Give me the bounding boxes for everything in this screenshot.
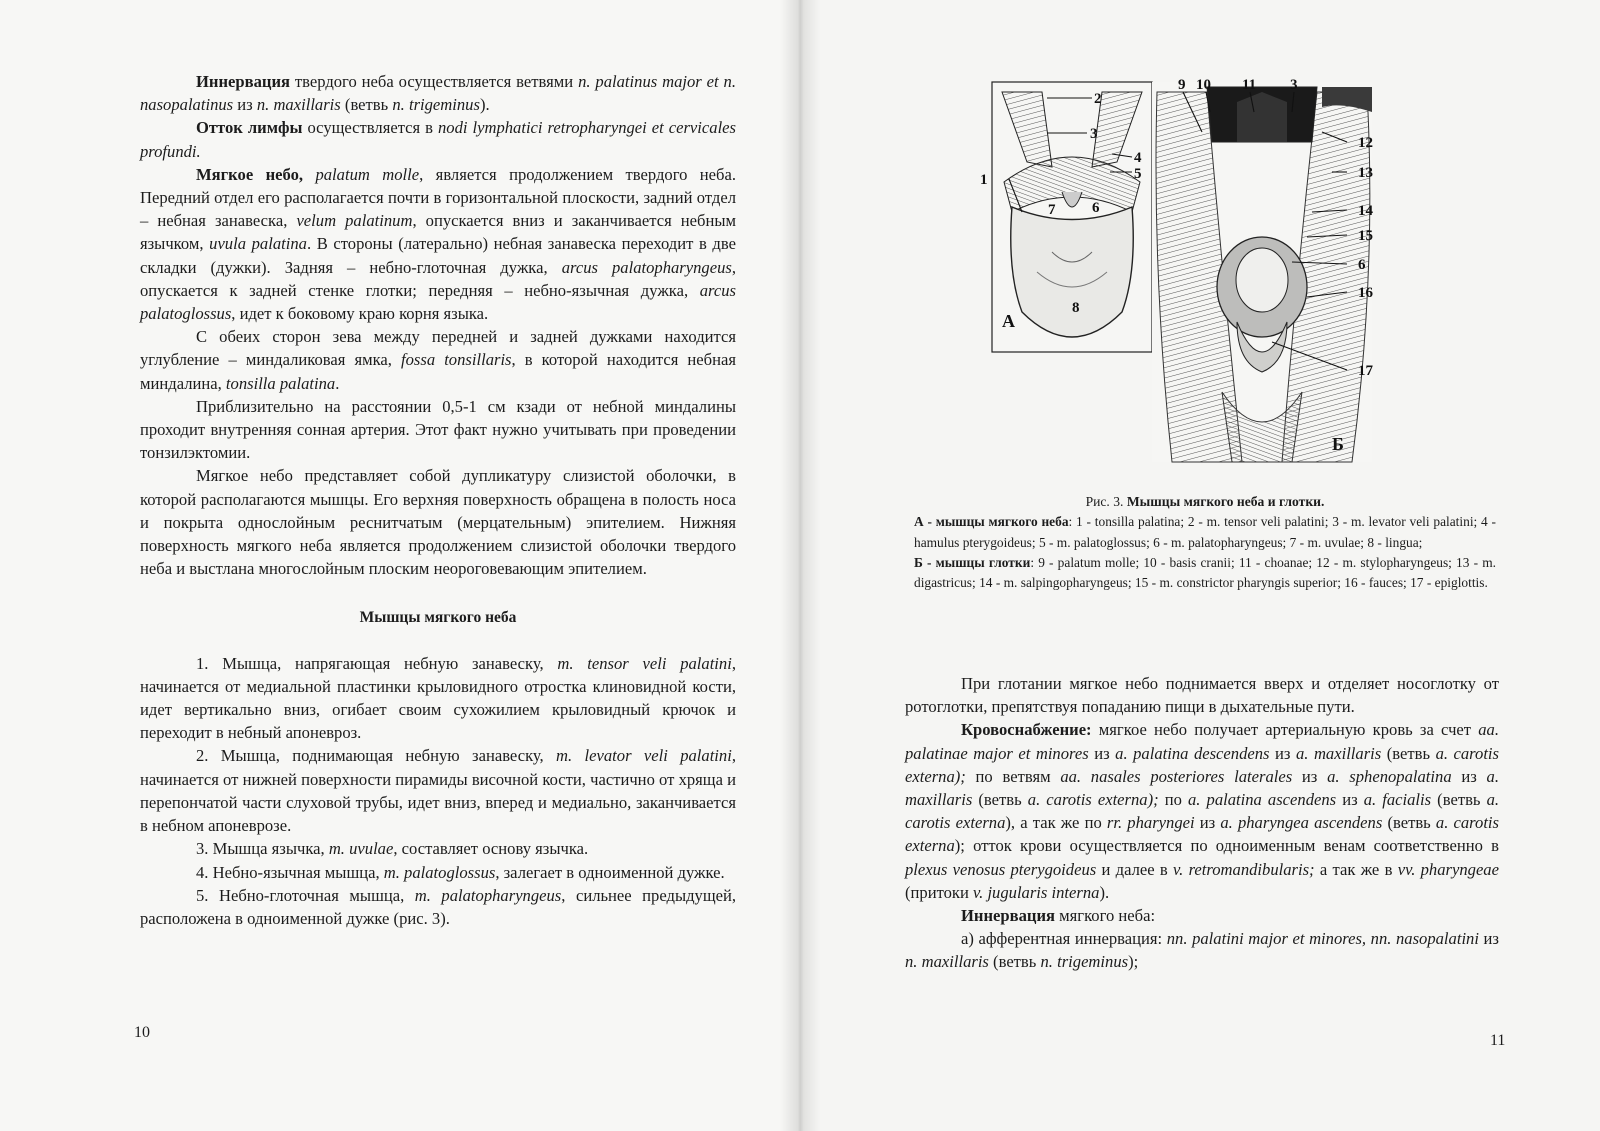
fig-label-5: 5 (1134, 166, 1142, 182)
paragraph-swallowing: При глотании мягкое небо поднимается вверх и отделяет носоглотку от ротоглотки, препятствуя попаданию пищи в дыхательные пути. (905, 674, 1499, 717)
paragraph-soft-palate-structure: Мягкое небо представляет собой дупликатуру слизистой оболочки, в которой располагаются мышцы. Его верхняя поверхность обращена в полость носа и покрыта однослойным реснитчатым (мерцательным) эпителием. Нижняя поверхность мягкого неба является продолжением слизистой оболочки твердого неба и выстлана многослойным плоским неороговевающим эпителием. (140, 466, 736, 579)
caption-panel-b: Б - мышцы глотки: 9 - palatum molle; 10 - basis cranii; 11 - choanae; 12 - m. stylopharyngeus; 13 - m. digastricus; 14 - m. salpingopharyngeus; 15 - m. constrictor pharyngis superior; 16 - fauces; 17 - epiglottis. (914, 554, 1496, 591)
figure-illustration (980, 72, 1432, 482)
page-number-left: 10 (134, 1024, 150, 1041)
paragraph-tonsil-fossa: С обеих сторон зева между передней и задней дужками находится углубление – миндаликовая ямка, fossa tonsillaris, в которой находится небная миндалина, tonsilla palatina. (140, 327, 736, 393)
muscle-item-4: 4. Небно-язычная мышца, m. palatoglossus, залегает в одноименной дужке. (196, 862, 725, 882)
page-number-right: 11 (1490, 1032, 1506, 1049)
paragraph-afferent-innervation: а) афферентная иннервация: nn. palatini major et minores, nn. nasopalatini из n. maxillaris (ветвь n. trigeminus); (905, 929, 1499, 972)
caption-title: Рис. 3. Мышцы мягкого неба и глотки. (1085, 494, 1325, 509)
fig-label-6b: 6 (1358, 257, 1366, 273)
muscle-item-2: 2. Мышца, поднимающая небную занавеску, m. levator veli palatini, начинается от нижней поверхности пирамиды височной кости, частично от хряща и перепончатой части слуховой трубы, идет вниз, вперед и медиально, заканчивается в небном апоневрозе. (140, 746, 736, 836)
fig-label-6a: 6 (1092, 200, 1100, 216)
fig-label-9: 9 (1178, 77, 1186, 93)
muscle-item-3: 3. Мышца язычка, m. uvulae, составляет основу язычка. (196, 839, 589, 859)
figure-caption (914, 492, 1496, 593)
paragraph-innervation-soft-palate: Иннервация мягкого неба: (961, 906, 1156, 926)
panel-a-label: А (1002, 311, 1015, 331)
paragraph-innervation-hard-palate: Иннервация твердого неба осуществляется ветвями n. palatinus major et n. nasopalatinus из n. maxillaris (ветвь n. trigeminus). (140, 72, 736, 115)
panel-b-label: Б (1332, 434, 1344, 454)
muscle-item-5: 5. Небно-глоточная мышца, m. palatopharyngeus, сильнее предыдущей, расположена в одноименной дужке (рис. 3). (140, 885, 737, 928)
section-heading: Мышцы мягкого неба (359, 609, 517, 627)
fig-label-16: 16 (1358, 285, 1373, 301)
fig-label-14: 14 (1358, 203, 1373, 219)
muscle-item-1: 1. Мышца, напрягающая небную занавеску, m. tensor veli palatini, начинается от медиальной пластинки крыловидного отростка клиновидной кости, идет вертикально вниз, огибает своим сухожилием крыловидный крючок и переходит в небный апоневроз. (140, 653, 736, 743)
fig-label-7: 7 (1048, 202, 1056, 218)
left-page-text (140, 70, 736, 930)
book-gutter (780, 0, 820, 1131)
paragraph-carotid-artery: Приблизительно на расстоянии 0,5-1 см кзади от небной миндалины проходит внутренняя сонная артерия. Этот факт нужно учитывать при проведении тонзилэктомии. (140, 396, 736, 463)
anatomy-figure (980, 72, 1432, 482)
fig-label-3b: 3 (1290, 77, 1298, 93)
paragraph-lymph-outflow: Отток лимфы осуществляется в nodi lymphatici retropharyngei et cervicales profundi. (140, 118, 737, 161)
right-page-text (905, 672, 1499, 974)
paragraph-soft-palate: Мягкое небо, palatum molle, является продолжением твердого неба. Передний отдел его располагается почти в горизонтальной плоскости, задний отдел – небная занавеска, velum palatinum, опускается вниз и заканчивается небным язычком, uvula palatina. В стороны (латерально) небная занавеска переходит в две складки (дужки). Задняя – небно-глоточная дужка, arcus palatopharyngeus, опускается к задней стенке глотки; передняя – небно-язычная дужка, arcus palatoglossus, идет к боковому краю корня языка. (140, 164, 737, 324)
fig-label-2: 2 (1094, 91, 1102, 107)
fig-label-15: 15 (1358, 228, 1373, 244)
fig-label-12: 12 (1358, 135, 1373, 151)
fig-label-17: 17 (1358, 363, 1373, 379)
fig-label-10: 10 (1196, 77, 1211, 93)
paragraph-blood-supply: Кровоснабжение: мягкое небо получает артериальную кровь за счет aa. palatinae major et minores из a. palatina descendens из a. maxillaris (ветвь a. carotis externa); по ветвям aa. nasales posteriores laterales из a. sphenopalatina из a. maxillaris (ветвь a. carotis externa); по a. palatina ascendens из a. facialis (ветвь a. carotis externa), а так же по rr. pharyngei из a. pharyngea ascendens (ветвь a. carotis externa); отток крови осуществляется по одноименным венам соответственно в plexus venosus pterygoideus и далее в v. retromandibularis; а так же в vv. pharyngeae (притоки v. jugularis interna). (905, 720, 1500, 902)
fig-label-13: 13 (1358, 165, 1373, 181)
fig-label-1: 1 (980, 172, 988, 188)
caption-panel-a: А - мышцы мягкого неба: 1 - tonsilla palatina; 2 - m. tensor veli palatini; 3 - m. levator veli palatini; 4 - hamulus pterygoideus; 5 - m. palatoglossus; 6 - m. palatopharyngeus; 7 - m. uvulae; 8 - lingua; (914, 514, 1496, 550)
fig-label-3a: 3 (1090, 126, 1098, 142)
fig-label-8: 8 (1072, 300, 1080, 316)
fig-label-11: 11 (1242, 77, 1257, 93)
fig-label-4: 4 (1134, 150, 1142, 166)
